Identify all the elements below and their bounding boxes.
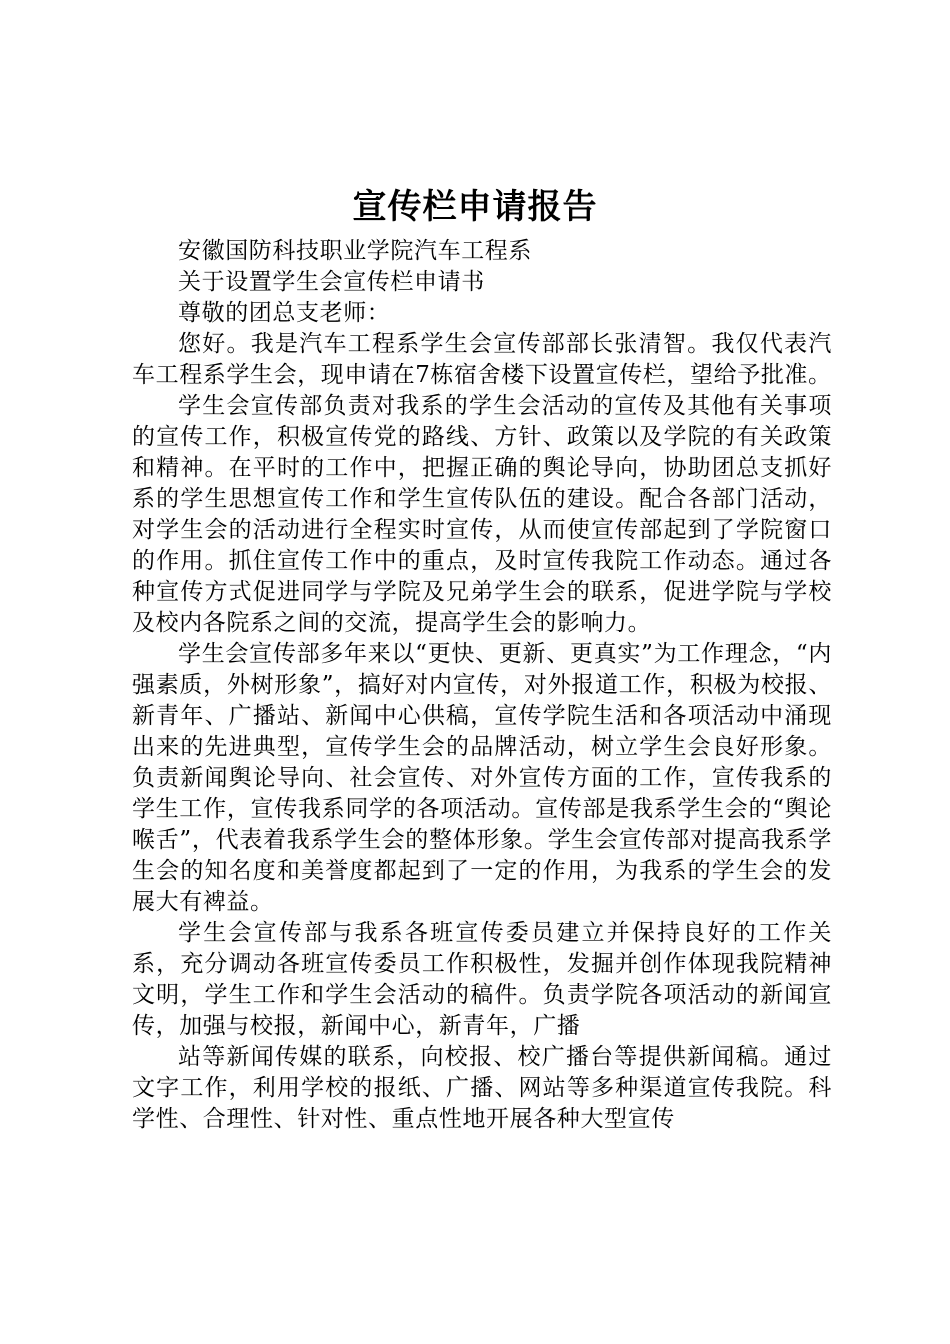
- paragraph-greeting: 您好。我是汽车工程系学生会宣传部部长张清智。我仅代表汽车工程系学生会，现申请在7栋宿舍楼下设置宣传栏，望给予批准。: [132, 331, 832, 388]
- paragraph-school-name: 安徽国防科技职业学院汽车工程系: [178, 238, 532, 264]
- document-body: [132, 236, 832, 1135]
- paragraph-subject: 关于设置学生会宣传栏申请书: [178, 269, 485, 295]
- paragraph-class-relations: 学生会宣传部与我系各班宣传委员建立并保持良好的工作关系，充分调动各班宣传委员工作积极性，发掘并创作体现我院精神文明，学生工作和学生会活动的稿件。负责学院各项活动的新闻宣传，加强与校报，新闻中心，新青年，广播: [132, 920, 832, 1039]
- document-title: 宣传栏申请报告: [352, 187, 598, 227]
- paragraph-media-contact: 站等新闻传媒的联系，向校报、校广播台等提供新闻稿。通过文字工作，利用学校的报纸、广播、网站等多种渠道宣传我院。科学性、合理性、针对性、重点性地开展各种大型宣传: [132, 1044, 832, 1132]
- paragraph-salutation: 尊敬的团总支老师：: [178, 300, 391, 326]
- paragraph-work-philosophy: 学生会宣传部多年来以“更快、更新、更真实”为工作理念，“内强素质，外树形象”，搞好对内宣传，对外报道工作，积极为校报、新青年、广播站、新闻中心供稿，宣传学院生活和各项活动中涌现出来的先进典型，宣传学生会的品牌活动，树立学生会良好形象。负责新闻舆论导向、社会宣传、对外宣传方面的工作，宣传我系的学生工作，宣传我系同学的各项活动。宣传部是我系学生会的“舆论喉舌”，代表着我系学生会的整体形象。学生会宣传部对提高我系学生会的知名度和美誉度都起到了一定的作用，为我系的学生会的发展大有裨益。: [132, 641, 832, 915]
- paragraph-department-duties: 学生会宣传部负责对我系的学生会活动的宣传及其他有关事项的宣传工作，积极宣传党的路线、方针、政策以及学院的有关政策和精神。在平时的工作中，把握正确的舆论导向，协助团总支抓好系的学生思想宣传工作和学生宣传队伍的建设。配合各部门活动，对学生会的活动进行全程实时宣传，从而使宣传部起到了学院窗口的作用。抓住宣传工作中的重点，及时宣传我院工作动态。通过各种宣传方式促进同学与学院及兄弟学生会的联系，促进学院与学校及校内各院系之间的交流，提高学生会的影响力。: [132, 393, 832, 636]
